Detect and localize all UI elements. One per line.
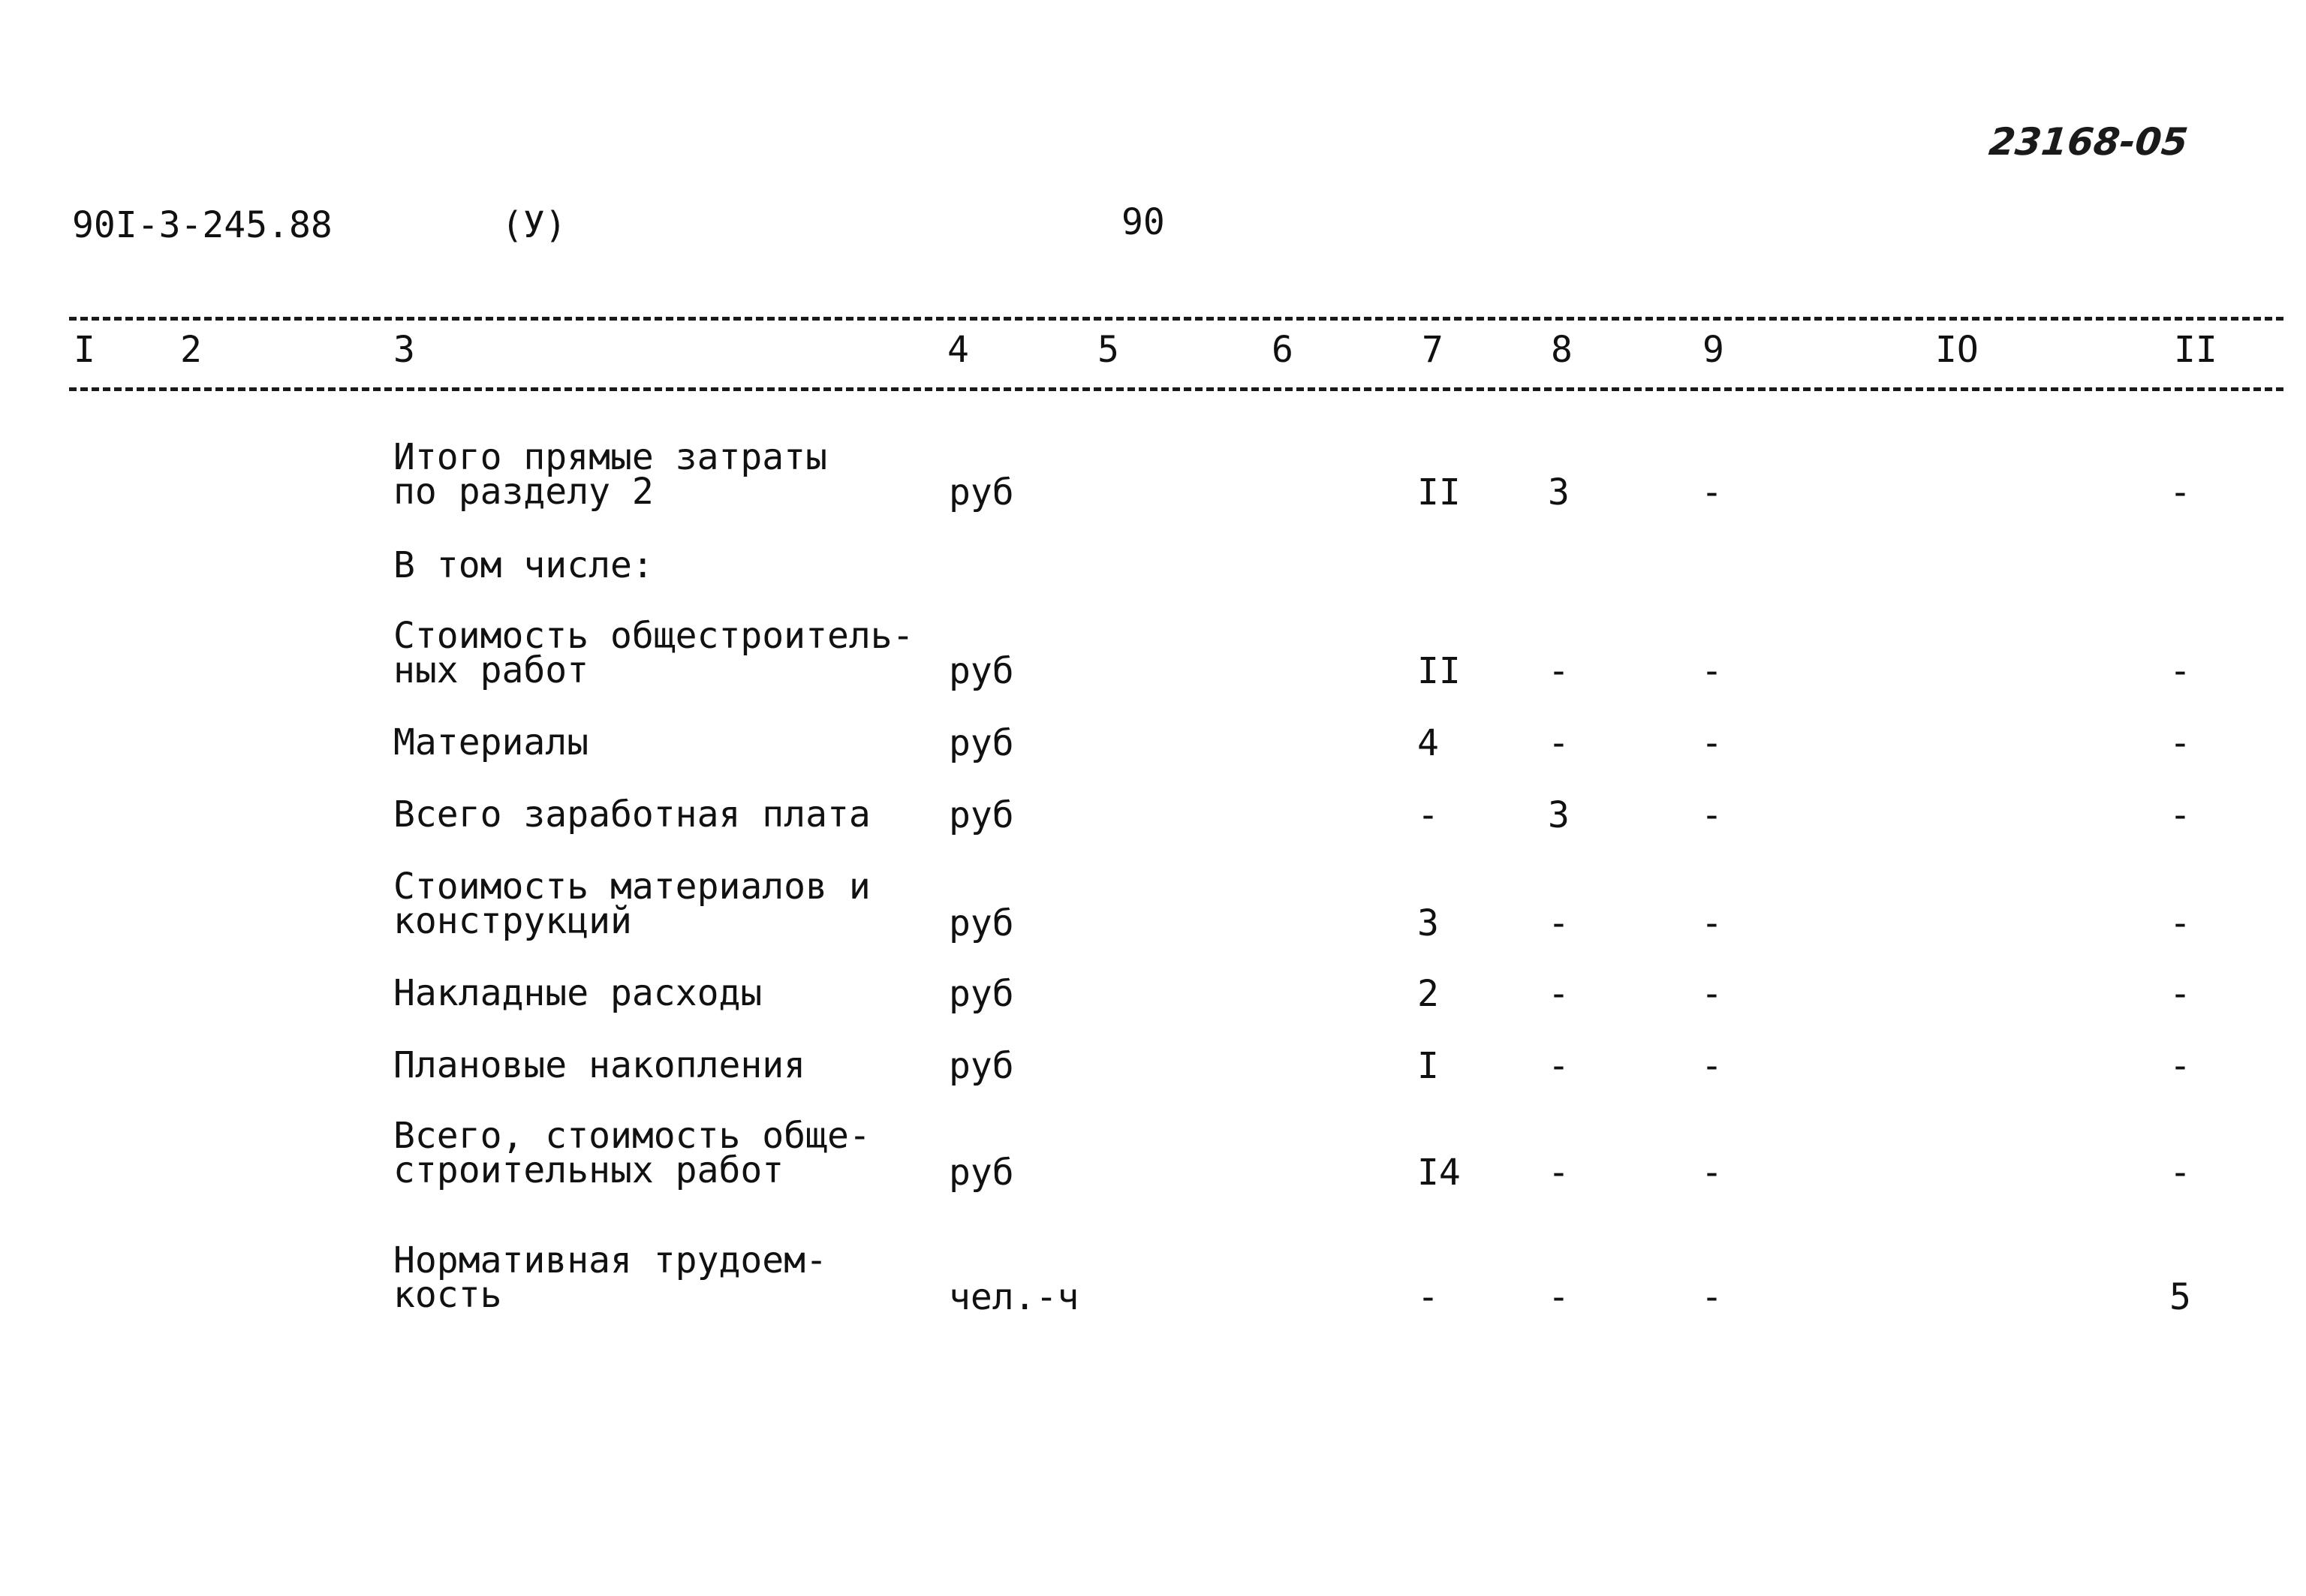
- row-col9-value: -: [1701, 1276, 1723, 1318]
- header-rule-bottom: [69, 387, 2283, 391]
- row-col11-value: -: [2169, 902, 2191, 944]
- handwritten-document-id: 23168-05: [1986, 120, 2190, 164]
- row-col7-value: 2: [1417, 973, 1439, 1015]
- row-label-line: Накладные расходы: [393, 972, 763, 1014]
- column-header-9: 9: [1702, 329, 1724, 371]
- row-col11-value: -: [2169, 794, 2191, 836]
- row-col7-value: I4: [1417, 1152, 1461, 1194]
- row-label: [393, 721, 589, 763]
- document-code: 90I-3-245.88: [72, 204, 333, 246]
- column-header-8: 8: [1551, 329, 1573, 371]
- row-col8-value: -: [1548, 1152, 1570, 1194]
- row-col8-value: -: [1548, 1045, 1570, 1087]
- row-label-line: Материалы: [393, 721, 589, 763]
- row-unit: руб: [949, 973, 1014, 1015]
- row-label-line: кость: [393, 1274, 502, 1316]
- row-unit: руб: [949, 1045, 1014, 1087]
- column-header-2: 2: [180, 329, 202, 371]
- row-label-line: ных работ: [393, 649, 589, 691]
- row-label: [393, 866, 871, 942]
- row-label: [393, 1239, 827, 1316]
- row-col8-value: 3: [1548, 471, 1570, 513]
- document-suffix: (У): [501, 204, 567, 246]
- row-label-line: строительных работ: [393, 1149, 784, 1191]
- row-col8-value: -: [1548, 1276, 1570, 1318]
- row-col11-value: -: [2169, 1045, 2191, 1087]
- row-unit: руб: [949, 471, 1014, 513]
- row-col9-value: -: [1701, 794, 1723, 836]
- row-col11-value: -: [2169, 722, 2191, 764]
- row-label: [393, 1044, 806, 1086]
- row-col7-value: I: [1417, 1045, 1439, 1087]
- row-unit: руб: [949, 794, 1014, 836]
- row-col11-value: 5: [2169, 1276, 2191, 1318]
- row-label-line: конструкций: [393, 900, 632, 942]
- row-col9-value: -: [1701, 902, 1723, 944]
- page-number: 90: [1121, 201, 1165, 243]
- row-col9-value: -: [1701, 722, 1723, 764]
- row-col11-value: -: [2169, 471, 2191, 513]
- row-col11-value: -: [2169, 1152, 2191, 1194]
- row-unit: руб: [949, 1152, 1014, 1194]
- header-rule-top: [69, 317, 2283, 321]
- row-label-line: по разделу 2: [393, 471, 654, 513]
- row-label: [393, 615, 914, 691]
- row-label-line: Плановые накопления: [393, 1044, 806, 1086]
- row-col7-value: -: [1417, 1276, 1439, 1318]
- row-col9-value: -: [1701, 973, 1723, 1015]
- column-header-3: 3: [393, 329, 415, 371]
- column-header-6: 6: [1272, 329, 1293, 371]
- row-col8-value: -: [1548, 973, 1570, 1015]
- row-label: [393, 1115, 871, 1191]
- column-header-7: 7: [1422, 329, 1444, 371]
- row-unit: руб: [949, 902, 1014, 944]
- column-header-5: 5: [1097, 329, 1119, 371]
- row-col9-value: -: [1701, 650, 1723, 692]
- row-label: [393, 793, 871, 836]
- column-header-11: II: [2174, 329, 2217, 371]
- row-col9-value: -: [1701, 1045, 1723, 1087]
- row-unit: чел.-ч: [949, 1276, 1079, 1318]
- row-col11-value: -: [2169, 650, 2191, 692]
- row-col8-value: -: [1548, 650, 1570, 692]
- row-label: [393, 972, 763, 1014]
- row-col9-value: -: [1701, 471, 1723, 513]
- row-col11-value: -: [2169, 973, 2191, 1015]
- row-col8-value: -: [1548, 722, 1570, 764]
- row-col7-value: II: [1417, 650, 1461, 692]
- row-label: [393, 544, 654, 586]
- column-header-4: 4: [947, 329, 969, 371]
- column-header-10: IO: [1935, 329, 1979, 371]
- row-col7-value: II: [1417, 471, 1461, 513]
- row-label-line: Всего заработная плата: [393, 793, 871, 836]
- row-label-line: Всего, стоимость обще-: [393, 1115, 871, 1157]
- row-unit: руб: [949, 650, 1014, 692]
- row-unit: руб: [949, 722, 1014, 764]
- row-label-line: Нормативная трудоем-: [393, 1239, 827, 1281]
- row-label-line: Стоимость общестроитель-: [393, 615, 914, 657]
- row-col8-value: -: [1548, 902, 1570, 944]
- row-col7-value: 3: [1417, 902, 1439, 944]
- column-header-1: I: [74, 329, 95, 371]
- row-col7-value: -: [1417, 794, 1439, 836]
- row-col8-value: 3: [1548, 794, 1570, 836]
- row-label-line: Стоимость материалов и: [393, 866, 871, 908]
- row-col7-value: 4: [1417, 722, 1439, 764]
- row-label-line: Итого прямые затраты: [393, 436, 827, 478]
- row-label-line: В том числе:: [393, 544, 654, 586]
- row-col9-value: -: [1701, 1152, 1723, 1194]
- row-label: [393, 436, 827, 513]
